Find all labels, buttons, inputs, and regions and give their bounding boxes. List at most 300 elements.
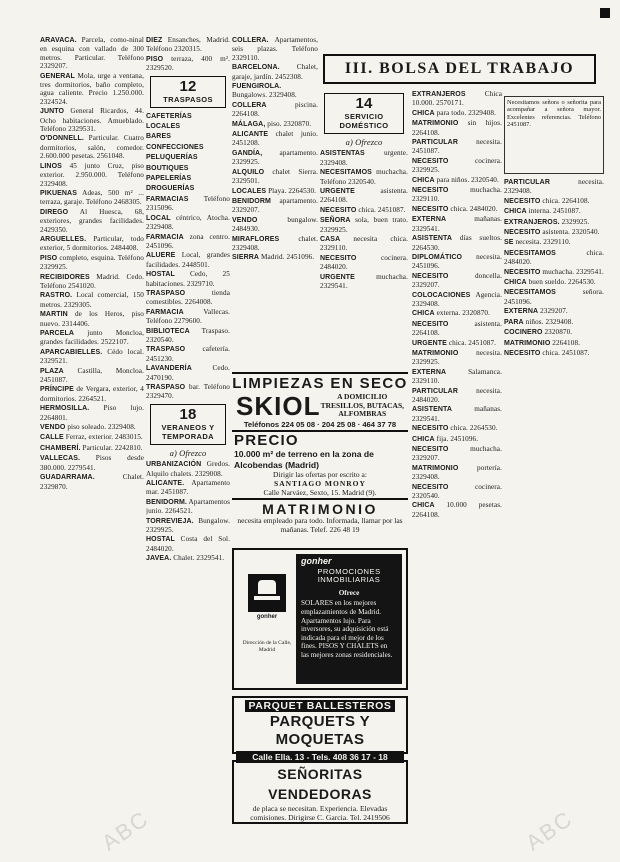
classified-entry [412, 339, 502, 348]
classified-entry-text: cocinera. 2329925. [412, 156, 502, 175]
ad-limpiezas-phones: Teléfonos 224 05 08 · 204 25 08 · 464 37 78 [243, 420, 397, 429]
classified-entry [232, 235, 318, 253]
classified-entry [232, 36, 318, 62]
classified-entry [320, 216, 408, 234]
classified-entry-text: Particular. 2242810. [82, 443, 143, 452]
ad-precio [232, 430, 408, 498]
classified-entry-heading: NECESITO [412, 483, 449, 491]
classified-entry [40, 423, 144, 432]
classified-entry [504, 318, 604, 327]
classified-entry [412, 205, 502, 214]
classified-entry-text: interna. 2451087. [528, 207, 581, 216]
section-18-entries [146, 460, 230, 563]
classified-entry-text: Teléfono 2315096. [146, 194, 230, 213]
classified-entry-text: necesita. 2451087. [412, 138, 502, 156]
classified-entry-text: chica. 2264530. [450, 424, 498, 433]
classified-entry [232, 216, 318, 234]
classified-entry-text: Particular, todo exterior, 5 dormitorios. 2484408. [40, 234, 144, 253]
classified-entry-text: Madrid. 2451096. [260, 253, 315, 262]
classified-entry-heading: FARMACIA [146, 233, 184, 241]
classified-entry [504, 288, 604, 306]
classified-entry-text: asistenta. 2264108. [412, 319, 502, 338]
classified-entry-heading: URGENTE [412, 339, 447, 347]
classified-entry-text: terraza, 400 m². 2329520. [146, 54, 230, 73]
ad-parquet-top: PARQUET BALLESTEROS [245, 700, 394, 712]
classified-entry [232, 253, 318, 262]
classified-entry [504, 197, 604, 206]
classified-entry-text: urgente. 2329408. [320, 149, 408, 167]
classified-entry [504, 339, 604, 348]
classified-entry [232, 130, 318, 148]
ad-parquet-big: PARQUETS Y MOQUETAS [269, 713, 371, 748]
classified-entry-heading: NECESITO [412, 205, 449, 213]
classified-entry-heading: SE [504, 239, 514, 247]
classified-entry-text: sin hijos. 2264108. [412, 119, 502, 137]
classified-entry-heading: GUADARRAMA. [40, 474, 95, 482]
classified-entry-heading: NECESITO [504, 349, 541, 357]
classified-entry-text: de los Heros, piso nuevo. 2314406. [40, 310, 144, 328]
classified-entry [412, 445, 502, 463]
classified-entry-heading: CHICA [412, 435, 435, 443]
classified-entry [146, 345, 230, 363]
classified-entry [146, 535, 230, 553]
classified-entry-heading: NECESITO [504, 229, 541, 237]
abc-watermark: ABC [97, 805, 154, 856]
classified-entry [146, 517, 230, 535]
classified-entry-text: doncella. 2329207. [412, 271, 502, 290]
classified-entry [40, 273, 144, 291]
classified-entry-heading: ASISTENTA [412, 406, 453, 414]
classified-entry [146, 184, 230, 193]
classified-entry [232, 168, 318, 186]
classified-entry-text: para niños. 2320540. [436, 175, 499, 184]
classified-entry [40, 444, 144, 453]
classified-entry-text: Traspaso. 2320540. [146, 326, 230, 344]
classified-entry-heading: PARA [504, 318, 524, 326]
classified-entry-heading: VENDO [40, 424, 66, 432]
classified-entry-text: Piso lujo. 2264801. [40, 404, 144, 422]
classified-entry [320, 206, 408, 215]
classified-entry [40, 367, 144, 385]
building-icon [248, 574, 286, 612]
ad-limpiezas-sub1: A DOMICILIO [337, 392, 388, 402]
classified-entry [40, 329, 144, 347]
classified-entry-heading: VALLECAS. [40, 455, 81, 463]
classified-entry [40, 72, 144, 107]
classified-entry-text: necesita. 2484020. [412, 386, 502, 404]
gonher-logo-label: gonher [256, 614, 278, 620]
classified-entry-text: Chalet, garaje, jardín. 2452308. [232, 63, 318, 81]
classified-entry-text: cafetería. 2451230. [146, 345, 230, 363]
classified-entry-text: piso soleado. 2329408. [67, 423, 136, 432]
classified-entry-text: Ferraz, exterior. 2483015. [65, 433, 143, 442]
classified-entry [504, 268, 604, 277]
classified-entry-heading: TRASPASO [146, 384, 186, 391]
classified-entry [412, 272, 502, 290]
classified-entry-heading: CHICA [412, 109, 435, 117]
classified-entry-heading: ALQUILO [232, 168, 265, 176]
classified-entry-text: apartamento. 2329207. [232, 196, 318, 215]
classified-entry-heading: NECESITO [412, 320, 449, 328]
classified-entry-text: Chalet. 2329870. [40, 473, 144, 491]
classified-entry-heading: HOSTAL [146, 536, 175, 544]
classified-entry [146, 460, 230, 478]
classified-entry [146, 383, 230, 401]
classified-entry [412, 464, 502, 482]
classified-entry [232, 63, 318, 81]
classified-entry [40, 36, 144, 71]
classified-entry-text: señora. 2451096. [504, 288, 604, 306]
classified-entry-text: Mola, urge a ventana, tres dormitorios, baño completo, agua caliente. Precio 1.250.000. 2324524. [40, 71, 144, 106]
classified-column-4 [320, 90, 408, 370]
classified-entry-text: piso. 2320870. [267, 119, 312, 128]
section-18-number: 18 [179, 405, 197, 423]
classified-entry [40, 385, 144, 403]
classified-entry-heading: ALUERE [146, 252, 176, 260]
classified-entry [320, 254, 408, 272]
classified-entry-text: externa. 2320870. [436, 309, 490, 318]
classified-entry-heading: NECESITO [412, 157, 449, 165]
classified-entry [146, 132, 230, 141]
classified-entry [40, 208, 144, 234]
classified-entry-heading: MIRAFLORES [232, 235, 280, 243]
ad-parquet-tel: Calle Ella, 13 - Tels. 408 36 17 - 18 [236, 751, 404, 763]
classified-entry-text: Costa del Sol. 2484020. [146, 535, 230, 553]
classified-entry [320, 235, 408, 253]
classified-entry-text: días sueltos. 2264530. [412, 234, 502, 252]
classified-entry-heading: BARES [146, 133, 172, 141]
classified-entry-text: 2320870. [544, 328, 573, 337]
gonher-body: SOLARES en los mejores emplazamientos de Madrid. Apartamentos lujo. Para inversores, su adquisición está indicada para el mejor de los fines. PISOS Y CHALETS en las mejores zonas residenciales. [301, 599, 393, 659]
classified-entry-text: necesita. 2451096. [412, 252, 502, 271]
boxed-notice-text: Necesitamos señora o señorita para acompañar a señora mayor. Excelentes referencias. Teléfono 2451087. [507, 99, 601, 129]
classified-entry [412, 215, 502, 233]
classified-entry-heading: EXTERNA [412, 216, 447, 224]
ad-matrimonio-body: necesita empleado para todo. Informada, llamar por las mañanas. Telef. 226 48 19 [237, 516, 403, 534]
classified-entry [504, 307, 604, 316]
classified-entry-heading: LOCALES [232, 187, 267, 195]
classified-entry-heading: TRASPASO [146, 346, 186, 354]
classified-entry-heading: PARTICULAR [504, 179, 550, 186]
classified-entry-heading: NECESITO [412, 187, 449, 195]
classified-entry-heading: PLAZA [40, 367, 64, 375]
classified-entry-text: 2264108. [552, 338, 581, 347]
classified-entry [146, 153, 230, 162]
classified-entry-text: para todo. 2329408. [436, 108, 496, 117]
classified-column-3 [232, 36, 318, 368]
classified-entry-heading: HOSTAL [146, 271, 175, 279]
classified-entry [412, 253, 502, 271]
classified-entry-heading: ASISTENTAS [320, 150, 365, 158]
classified-entry-heading: URBANIZACIÓN [146, 461, 202, 469]
classified-entry-text: necesita. 2329408. [504, 178, 604, 196]
classified-entry-text: 2329925. [561, 217, 590, 226]
classified-entry [146, 364, 230, 382]
classified-entry-heading: SIERRA [232, 254, 260, 262]
classified-entry-text: 10.000 pesetas. 2264108. [412, 501, 502, 519]
classified-entry-text: chalet Sierra. 2329501. [232, 167, 318, 186]
classified-entry-heading: LOCALES [146, 123, 181, 131]
classified-entry [504, 238, 604, 247]
ad-precio-dir3: Calle Narváez, Sexto, 15. Madrid (9). [263, 488, 377, 497]
classified-entry [146, 122, 230, 131]
classified-entry-heading: URGENTE [320, 273, 355, 281]
classified-entry-heading: EXTERNA [504, 308, 539, 316]
section-12-entries [146, 112, 230, 401]
classified-entry-text: Agencia. 2329408. [412, 290, 502, 308]
classified-entry-heading: BOUTIQUES [146, 164, 189, 172]
classified-entry-heading: CHICA [504, 208, 527, 216]
classified-entry [146, 164, 230, 173]
column-2-top-entries [146, 36, 230, 73]
classified-entry-heading: CHICA [412, 176, 435, 184]
classified-entry-text: Parcela, como-ninal en esquina con vallado de 300 metros. Particular. Teléfono 2329207. [40, 36, 144, 71]
classified-entry-heading: NECESITO [504, 268, 541, 276]
section-18-title: VERANEOS Y TEMPORADA [161, 422, 215, 441]
classified-entry-text: Ensanches, Madrid. Teléfono 2320315. [146, 36, 230, 54]
classified-entry-heading: ARAVACA. [40, 37, 77, 44]
ad-limpiezas-brand: SKIOL [236, 391, 321, 421]
classified-entry-text: Chalet. 2329541. [173, 554, 225, 563]
classified-entry [504, 178, 604, 196]
classified-entry-heading: MATRIMONIO [412, 349, 459, 357]
classified-entry [146, 479, 230, 497]
ad-gonher [232, 548, 408, 690]
classified-entry-text: Pisos desde 380.000. 2279541. [40, 454, 144, 472]
classified-entry [40, 310, 144, 328]
classified-entry-heading: BIBLIOTECA [146, 327, 190, 335]
classified-entry-text: zona centro. 2451096. [146, 232, 230, 250]
classified-entry-text: Salamanca. 2329110. [412, 367, 502, 386]
gonher-promo: PROMOCIONES INMOBILIARIAS [317, 566, 381, 585]
classified-entry-heading: APARCABIELLES. [40, 348, 103, 356]
classified-entry-heading: FARMACIAS [146, 195, 189, 203]
classified-entry [412, 501, 502, 519]
classified-entry-heading: PARCELA [40, 330, 75, 337]
classified-entry-heading: CHICA [412, 310, 435, 318]
classified-entry-heading: FUENGIROLA. [232, 83, 282, 91]
classified-entry [412, 90, 502, 108]
classified-entry-heading: RECIBIDORES [40, 273, 90, 281]
classified-entry-heading: LINOS [40, 162, 62, 170]
classified-entry [146, 233, 230, 251]
classified-entry-heading: ARGUELLES. [40, 235, 87, 243]
boxed-notice [504, 96, 604, 174]
classified-entry-heading: CHICA [504, 279, 527, 287]
classified-entry-heading: MATRIMONIO [412, 120, 459, 128]
classified-entry-heading: DIPLOMÁTICO [412, 253, 463, 261]
classified-entry-text: muchacha. Teléfono 2320540. [320, 168, 408, 186]
classified-entry-text: piscina. 2264108. [232, 100, 318, 119]
section-14-title: SERVICIO DOMÉSTICO [339, 112, 389, 130]
classified-entry [232, 197, 318, 215]
classified-entry-text: 45 junto Cruz, piso exterior. 2.950.000. Teléfono 2329408. [40, 161, 144, 188]
classified-entry-heading: COLLERA [232, 101, 267, 109]
classified-entry-heading: ALICANTE. [146, 480, 185, 488]
classified-entry-text: de Vergara, exterior, 4 dormitorios. 2264521. [40, 385, 144, 403]
classified-entry-text: Cédo local. 2329521. [40, 347, 144, 366]
classified-entry [40, 134, 144, 160]
gonher-panel [296, 554, 402, 684]
classified-entry [412, 138, 502, 156]
classified-entry-text: necesita chica. 2329110. [320, 235, 408, 253]
classified-entry-text: Castilla, Moncloa. 2451087. [40, 366, 144, 385]
classified-entry [146, 289, 230, 307]
classified-entry-text: mañanas. 2329541. [412, 215, 502, 233]
classified-entry [40, 162, 144, 188]
corner-mark [600, 8, 610, 18]
classified-entry [146, 36, 230, 54]
classified-entry-heading: CAFETERÍAS [146, 112, 192, 120]
classified-entry [412, 424, 502, 433]
classified-entry-text: chalet junio. 2451208. [232, 130, 318, 148]
ad-precio-dir1: Dirigir las ofertas por escrito a: [273, 470, 367, 479]
classified-entry-text: Al Huesca, 68, exteriores, grandes facilidades. 2429350. [40, 207, 144, 234]
classified-entry-heading: ALICANTE [232, 131, 269, 139]
classified-entry [504, 349, 604, 358]
classified-entry-heading: DIEZ [146, 37, 163, 44]
classified-entry-text: céntrico, Atocha. 2329408. [146, 213, 230, 232]
classified-entry-text: chalet. 2329408. [232, 234, 318, 252]
classified-entry-heading: ASISTENTA [412, 235, 453, 243]
classified-entry-heading: MARTIN [40, 311, 68, 319]
ad-limpiezas-sub2: TRESILLOS, BUTACAS, [320, 400, 404, 410]
classified-entry [232, 101, 318, 119]
classified-entry-text: chica. 2264108. [542, 196, 590, 205]
classified-entry-text: asistenta. 2320540. [542, 228, 600, 237]
classified-entry-heading: RASTRO. [40, 292, 73, 300]
classified-entry [146, 308, 230, 326]
classified-entry [412, 186, 502, 204]
classified-entry-text: Bungalows. 2329408. [232, 91, 297, 100]
section-14-header [324, 93, 404, 134]
classified-column-5 [412, 90, 502, 850]
classified-entry-heading: JUNTO [40, 108, 65, 116]
classified-entry [146, 174, 230, 183]
classified-entry [412, 405, 502, 423]
classified-entry [504, 249, 604, 267]
classified-entry [412, 435, 502, 444]
classified-entry [40, 189, 144, 207]
classified-entry-text: chica. 2451087. [448, 338, 497, 347]
classified-entry-text: completo, esquina. Teléfono 2329925. [40, 253, 144, 272]
classified-entry [40, 254, 144, 272]
ad-limpiezas-title: LIMPIEZAS EN SECO [232, 375, 408, 392]
section-14-entries [320, 149, 408, 290]
classified-entry [146, 498, 230, 516]
classified-entry-text: Madrid. Cedo. Teléfono 2541020. [40, 272, 144, 290]
classified-entry [412, 176, 502, 185]
section-18-header [150, 404, 226, 445]
classified-entry-heading: EXTRANJEROS [412, 91, 466, 98]
classified-entry-heading: NECESITO [320, 206, 357, 214]
classified-entry-text: Apartamento mar. 2451087. [146, 479, 230, 497]
ad-matrimonio-title: MATRIMONIO [262, 501, 378, 517]
classified-entry-text: Vallecas. Teléfono 2279600. [146, 307, 230, 326]
classified-entry-text: cocinera. 2320540. [412, 482, 502, 501]
section-14-subhead: a) Ofrezco [345, 137, 383, 147]
classified-entry-heading: PAPELERÍAS [146, 175, 192, 183]
classified-entry-heading: COLOCACIONES [412, 291, 471, 299]
classified-entry [412, 368, 502, 386]
classified-entry-text: Particular. Cuatro dormitorios, salón, comedor. 2.600.000 pesetas. 2561048. [40, 134, 144, 161]
classified-entry-heading: JAVEA. [146, 555, 172, 563]
classified-entry-heading: CASA [320, 236, 341, 244]
classified-entry-heading: EXTERNA [412, 368, 447, 376]
classified-entry-heading: PIKUENAS [40, 189, 77, 197]
classified-entry-heading: O'DONNELL. [40, 135, 84, 143]
classified-entry [320, 273, 408, 291]
ad-precio-body: 10.000 m² de terreno en la zona de Alcobendas (Madrid) [234, 449, 374, 470]
ad-senoritas-title: SEÑORITAS VENDEDORAS [268, 766, 372, 802]
gonher-brand: gonher [301, 556, 332, 566]
classified-entry-text: muchacha. 2329541. [542, 267, 604, 276]
classified-entry-heading: PELUQUERÍAS [146, 154, 198, 162]
classified-entry-text: Bungalow. 2329925. [146, 516, 230, 535]
classified-entry [412, 387, 502, 405]
classified-entry-text: Chica 10.000. 2570171. [412, 90, 502, 108]
classified-column-6 [504, 178, 604, 838]
classified-entry [146, 214, 230, 232]
classified-entry-heading: LOCAL [146, 214, 171, 222]
classified-entry [40, 404, 144, 422]
section-18-subhead: a) Ofrezco [169, 447, 207, 458]
classified-entry-text: Apartamentos, seis plazas. Teléfono 2329110. [232, 36, 318, 62]
classified-column-2 [146, 36, 230, 851]
ad-limpiezas-sub3: ALFOMBRAS [338, 409, 387, 419]
abc-watermark: ABC [521, 805, 578, 856]
classified-entry-heading: MÁLAGA, [232, 120, 266, 128]
classified-entry-heading: CONFECCIONES [146, 143, 204, 151]
classified-entry-heading: DIREGO [40, 208, 69, 216]
classified-entry [40, 473, 144, 491]
classified-entry [412, 349, 502, 367]
classified-entry [412, 157, 502, 175]
ad-precio-dir2: SANTIAGO MONROY [274, 479, 366, 488]
ad-limpiezas [232, 372, 408, 430]
classified-entry [146, 195, 230, 213]
classified-entry-heading: NECESITAMOS [504, 249, 556, 257]
classified-column-1 [40, 36, 144, 851]
classified-entry-heading: PARTICULAR [412, 139, 458, 147]
classified-entry-heading: GENERAL [40, 72, 75, 80]
classified-entry [412, 234, 502, 252]
classified-entry-text: apartamento. 2329925. [232, 148, 318, 167]
classified-entry-heading: FARMACIA [146, 308, 184, 316]
classified-entry-heading: NECESITO [412, 425, 449, 433]
classified-entry [412, 291, 502, 309]
ad-precio-title: PRECIO [234, 432, 299, 449]
classified-entry [412, 320, 502, 338]
classified-entry-heading: NECESITO [412, 272, 449, 280]
gonher-address: Dirección de la Calle, Madrid [242, 640, 292, 653]
ad-senoritas-body: de placa se necesitan. Experiencia. Elevadas comisiones. Dirigirse C. Garcia. Tel. 2419506 [250, 804, 390, 822]
classified-entry [40, 235, 144, 253]
classified-entry-heading: TRASPASO [146, 289, 186, 297]
classified-entry-text: chica. 2484020. [504, 248, 604, 267]
classified-entry [146, 143, 230, 152]
classified-entry-heading: MATRIMONIO [504, 339, 551, 347]
classified-entry [504, 228, 604, 237]
classified-entry-text: asistenta. 2264108. [320, 187, 408, 205]
classified-entry-text: buen sueldo. 2264530. [528, 278, 596, 287]
classified-entry-heading: BARCELONA. [232, 64, 280, 72]
classified-entry-text: necesita. 2329110. [515, 238, 571, 247]
classified-entry-heading: VENDO [232, 216, 258, 224]
classified-entry-text: sola, buen trato. 2329925. [320, 216, 408, 234]
classified-entry [232, 120, 318, 129]
classified-entry [412, 119, 502, 137]
